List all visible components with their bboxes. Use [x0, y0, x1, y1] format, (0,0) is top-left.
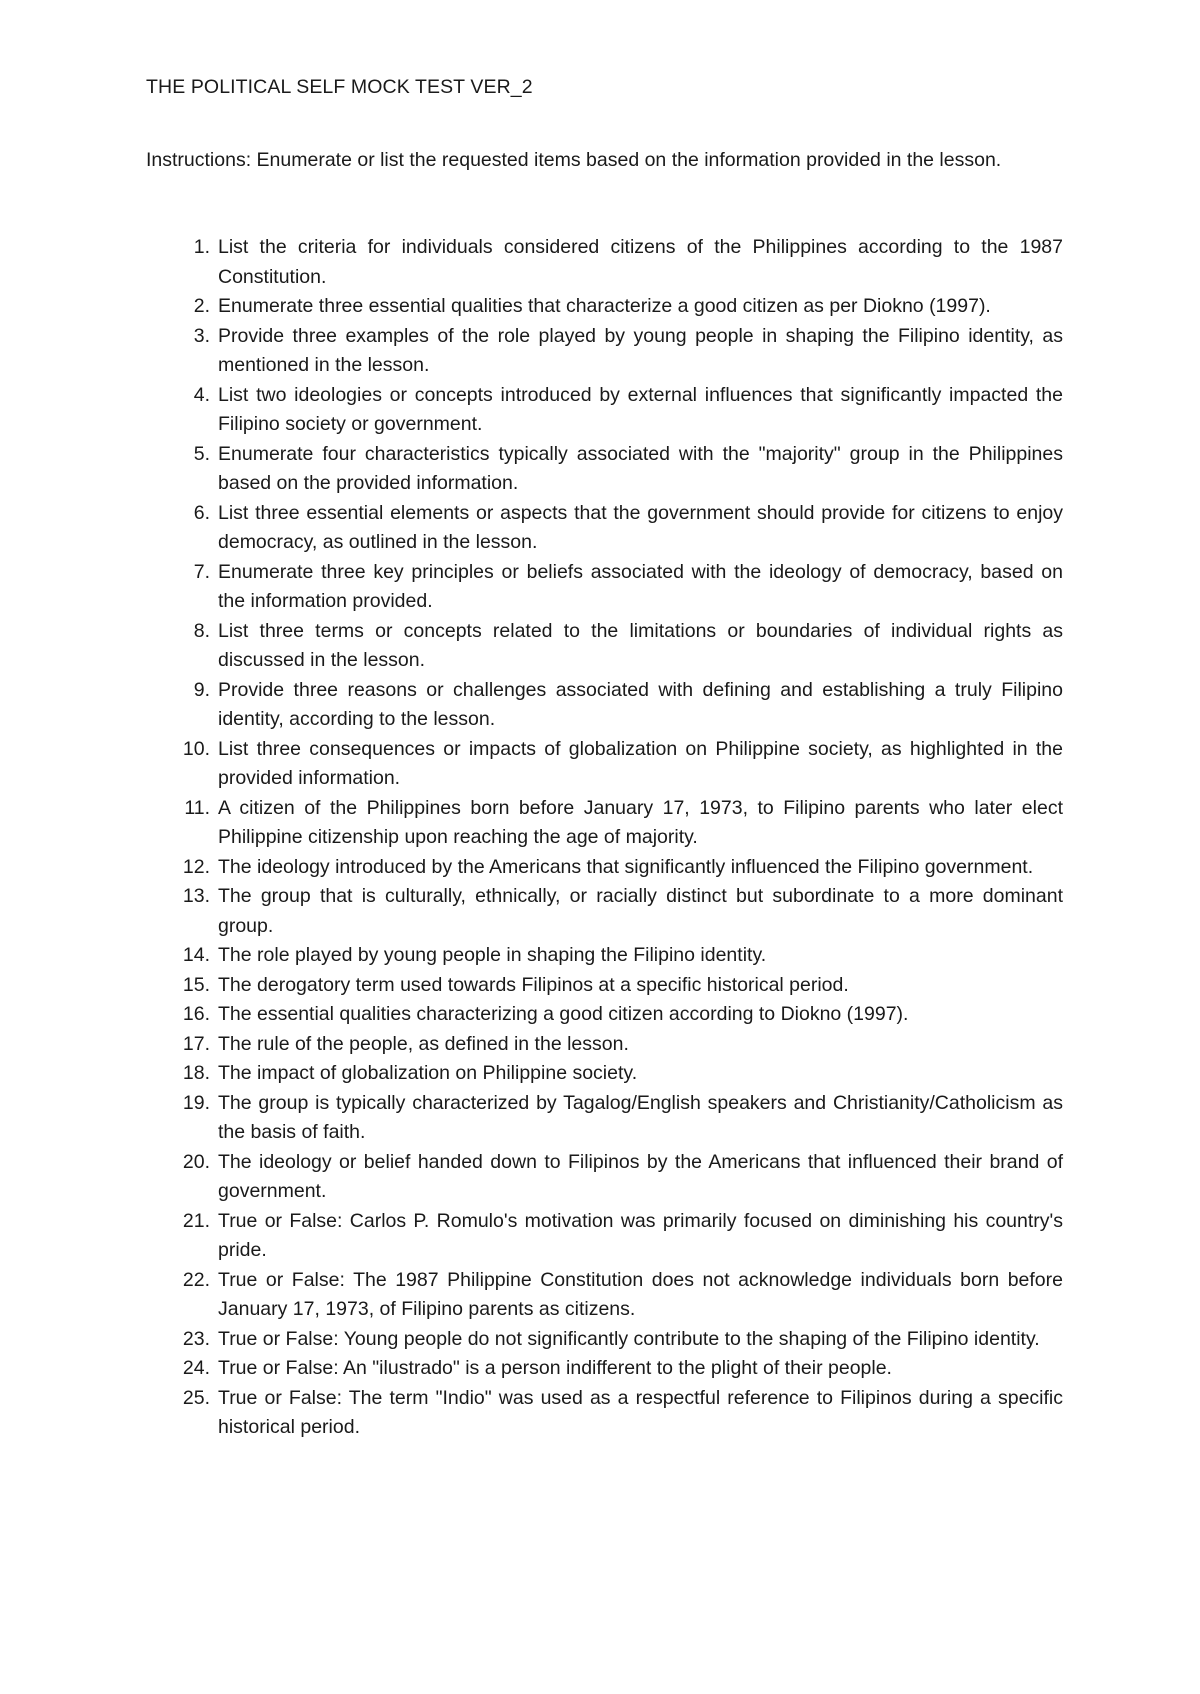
- question-number: 7.: [193, 560, 210, 583]
- question-number: 3.: [193, 324, 210, 347]
- question-item: [146, 440, 1063, 499]
- question-text: The ideology or belief handed down to Filipinos by the Americans that influenced their brand of government.: [218, 1150, 1063, 1202]
- question-number: 15.: [182, 973, 210, 996]
- question-number: 1.: [193, 236, 210, 258]
- question-number: 25.: [182, 1386, 210, 1409]
- document-title: THE POLITICAL SELF MOCK TEST VER_2: [146, 76, 533, 98]
- question-item: [146, 233, 1063, 292]
- question-text: The role played by young people in shaping the Filipino identity.: [218, 944, 767, 966]
- question-text: List three essential elements or aspects that the government should provide for citizens to enjoy democracy, as outlined in the lesson.: [218, 501, 1063, 553]
- question-item: [146, 1266, 1063, 1325]
- question-item: [146, 499, 1063, 558]
- question-number: 19.: [182, 1091, 210, 1114]
- question-text: Enumerate four characteristics typically associated with the "majority" group in the Philippines based on the provided information.: [218, 442, 1063, 494]
- question-item: [146, 1059, 1063, 1089]
- question-item: [146, 794, 1063, 853]
- question-number: 16.: [182, 1003, 210, 1025]
- question-number: 14.: [182, 944, 210, 966]
- question-text: True or False: The 1987 Philippine Constitution does not acknowledge individuals born before January 17, 1973, of Filipino parents as citizens.: [218, 1268, 1063, 1320]
- question-number: 5.: [193, 442, 210, 465]
- question-item: [146, 853, 1063, 883]
- question-text: The essential qualities characterizing a good citizen according to Diokno (1997).: [218, 1003, 909, 1025]
- question-text: List the criteria for individuals considered citizens of the Philippines according to the 1987 Constitution.: [218, 236, 1063, 288]
- question-text: List three consequences or impacts of globalization on Philippine society, as highlighted in the provided information.: [218, 737, 1063, 789]
- question-text: True or False: The term "Indio" was used as a respectful reference to Filipinos during a specific historical period.: [218, 1386, 1063, 1438]
- question-item: [146, 1089, 1063, 1148]
- question-text: The group is typically characterized by Tagalog/English speakers and Christianity/Catholicism as the basis of faith.: [218, 1091, 1063, 1143]
- question-text: A citizen of the Philippines born before January 17, 1973, to Filipino parents who later elect Philippine citizenship upon reaching the age of majority.: [218, 796, 1063, 848]
- question-text: Provide three reasons or challenges associated with defining and establishing a truly Filipino identity, according to the lesson.: [218, 678, 1063, 730]
- question-number: 23.: [182, 1327, 210, 1350]
- question-number: 12.: [182, 855, 210, 878]
- question-item: [146, 292, 1063, 322]
- question-text: True or False: Carlos P. Romulo's motivation was primarily focused on diminishing his country's pride.: [218, 1209, 1063, 1261]
- question-item: [146, 1030, 1063, 1060]
- question-item: [146, 617, 1063, 676]
- question-item: [146, 1384, 1063, 1443]
- question-text: The ideology introduced by the Americans that significantly influenced the Filipino government.: [218, 855, 1034, 878]
- question-text: Enumerate three key principles or beliefs associated with the ideology of democracy, based on the information provided.: [218, 560, 1063, 612]
- question-list: [146, 233, 1063, 1443]
- question-item: [146, 882, 1063, 941]
- question-number: 2.: [193, 295, 210, 317]
- question-item: [146, 1207, 1063, 1266]
- question-item: [146, 381, 1063, 440]
- question-text: The derogatory term used towards Filipinos at a specific historical period.: [218, 973, 849, 996]
- question-text: The group that is culturally, ethnically, or racially distinct but subordinate to a more dominant group.: [218, 885, 1063, 937]
- question-text: True or False: Young people do not significantly contribute to the shaping of the Filipino identity.: [218, 1327, 1040, 1350]
- question-number: 20.: [182, 1150, 210, 1173]
- question-text: List two ideologies or concepts introduced by external influences that significantly impacted the Filipino society or government.: [218, 383, 1063, 435]
- question-number: 17.: [182, 1032, 210, 1055]
- question-number: 10.: [182, 737, 210, 760]
- question-item: [146, 735, 1063, 794]
- question-item: [146, 1354, 1063, 1384]
- question-item: [146, 1000, 1063, 1030]
- question-text: The rule of the people, as defined in the lesson.: [218, 1032, 629, 1055]
- question-item: [146, 1325, 1063, 1355]
- question-number: 18.: [182, 1062, 210, 1084]
- question-item: [146, 971, 1063, 1001]
- question-number: 11.: [184, 796, 210, 819]
- question-text: True or False: An "ilustrado" is a person indifferent to the plight of their people.: [218, 1357, 892, 1379]
- question-number: 21.: [182, 1209, 210, 1232]
- question-text: List three terms or concepts related to the limitations or boundaries of individual rights as discussed in the lesson.: [218, 619, 1063, 671]
- question-number: 6.: [193, 501, 210, 524]
- question-number: 22.: [182, 1268, 210, 1291]
- question-item: [146, 322, 1063, 381]
- question-text: Enumerate three essential qualities that characterize a good citizen as per Diokno (1997).: [218, 295, 991, 317]
- question-item: [146, 558, 1063, 617]
- question-item: [146, 1148, 1063, 1207]
- instructions-text: Instructions: Enumerate or list the requested items based on the information provided in the lesson.: [146, 149, 1002, 171]
- question-text: Provide three examples of the role played by young people in shaping the Filipino identity, as mentioned in the lesson.: [218, 324, 1063, 376]
- question-number: 13.: [182, 885, 210, 907]
- question-item: [146, 676, 1063, 735]
- question-item: [146, 941, 1063, 971]
- question-number: 24.: [182, 1357, 210, 1379]
- question-number: 9.: [193, 678, 210, 701]
- question-number: 8.: [193, 619, 210, 642]
- question-number: 4.: [193, 383, 210, 406]
- question-text: The impact of globalization on Philippine society.: [218, 1062, 638, 1084]
